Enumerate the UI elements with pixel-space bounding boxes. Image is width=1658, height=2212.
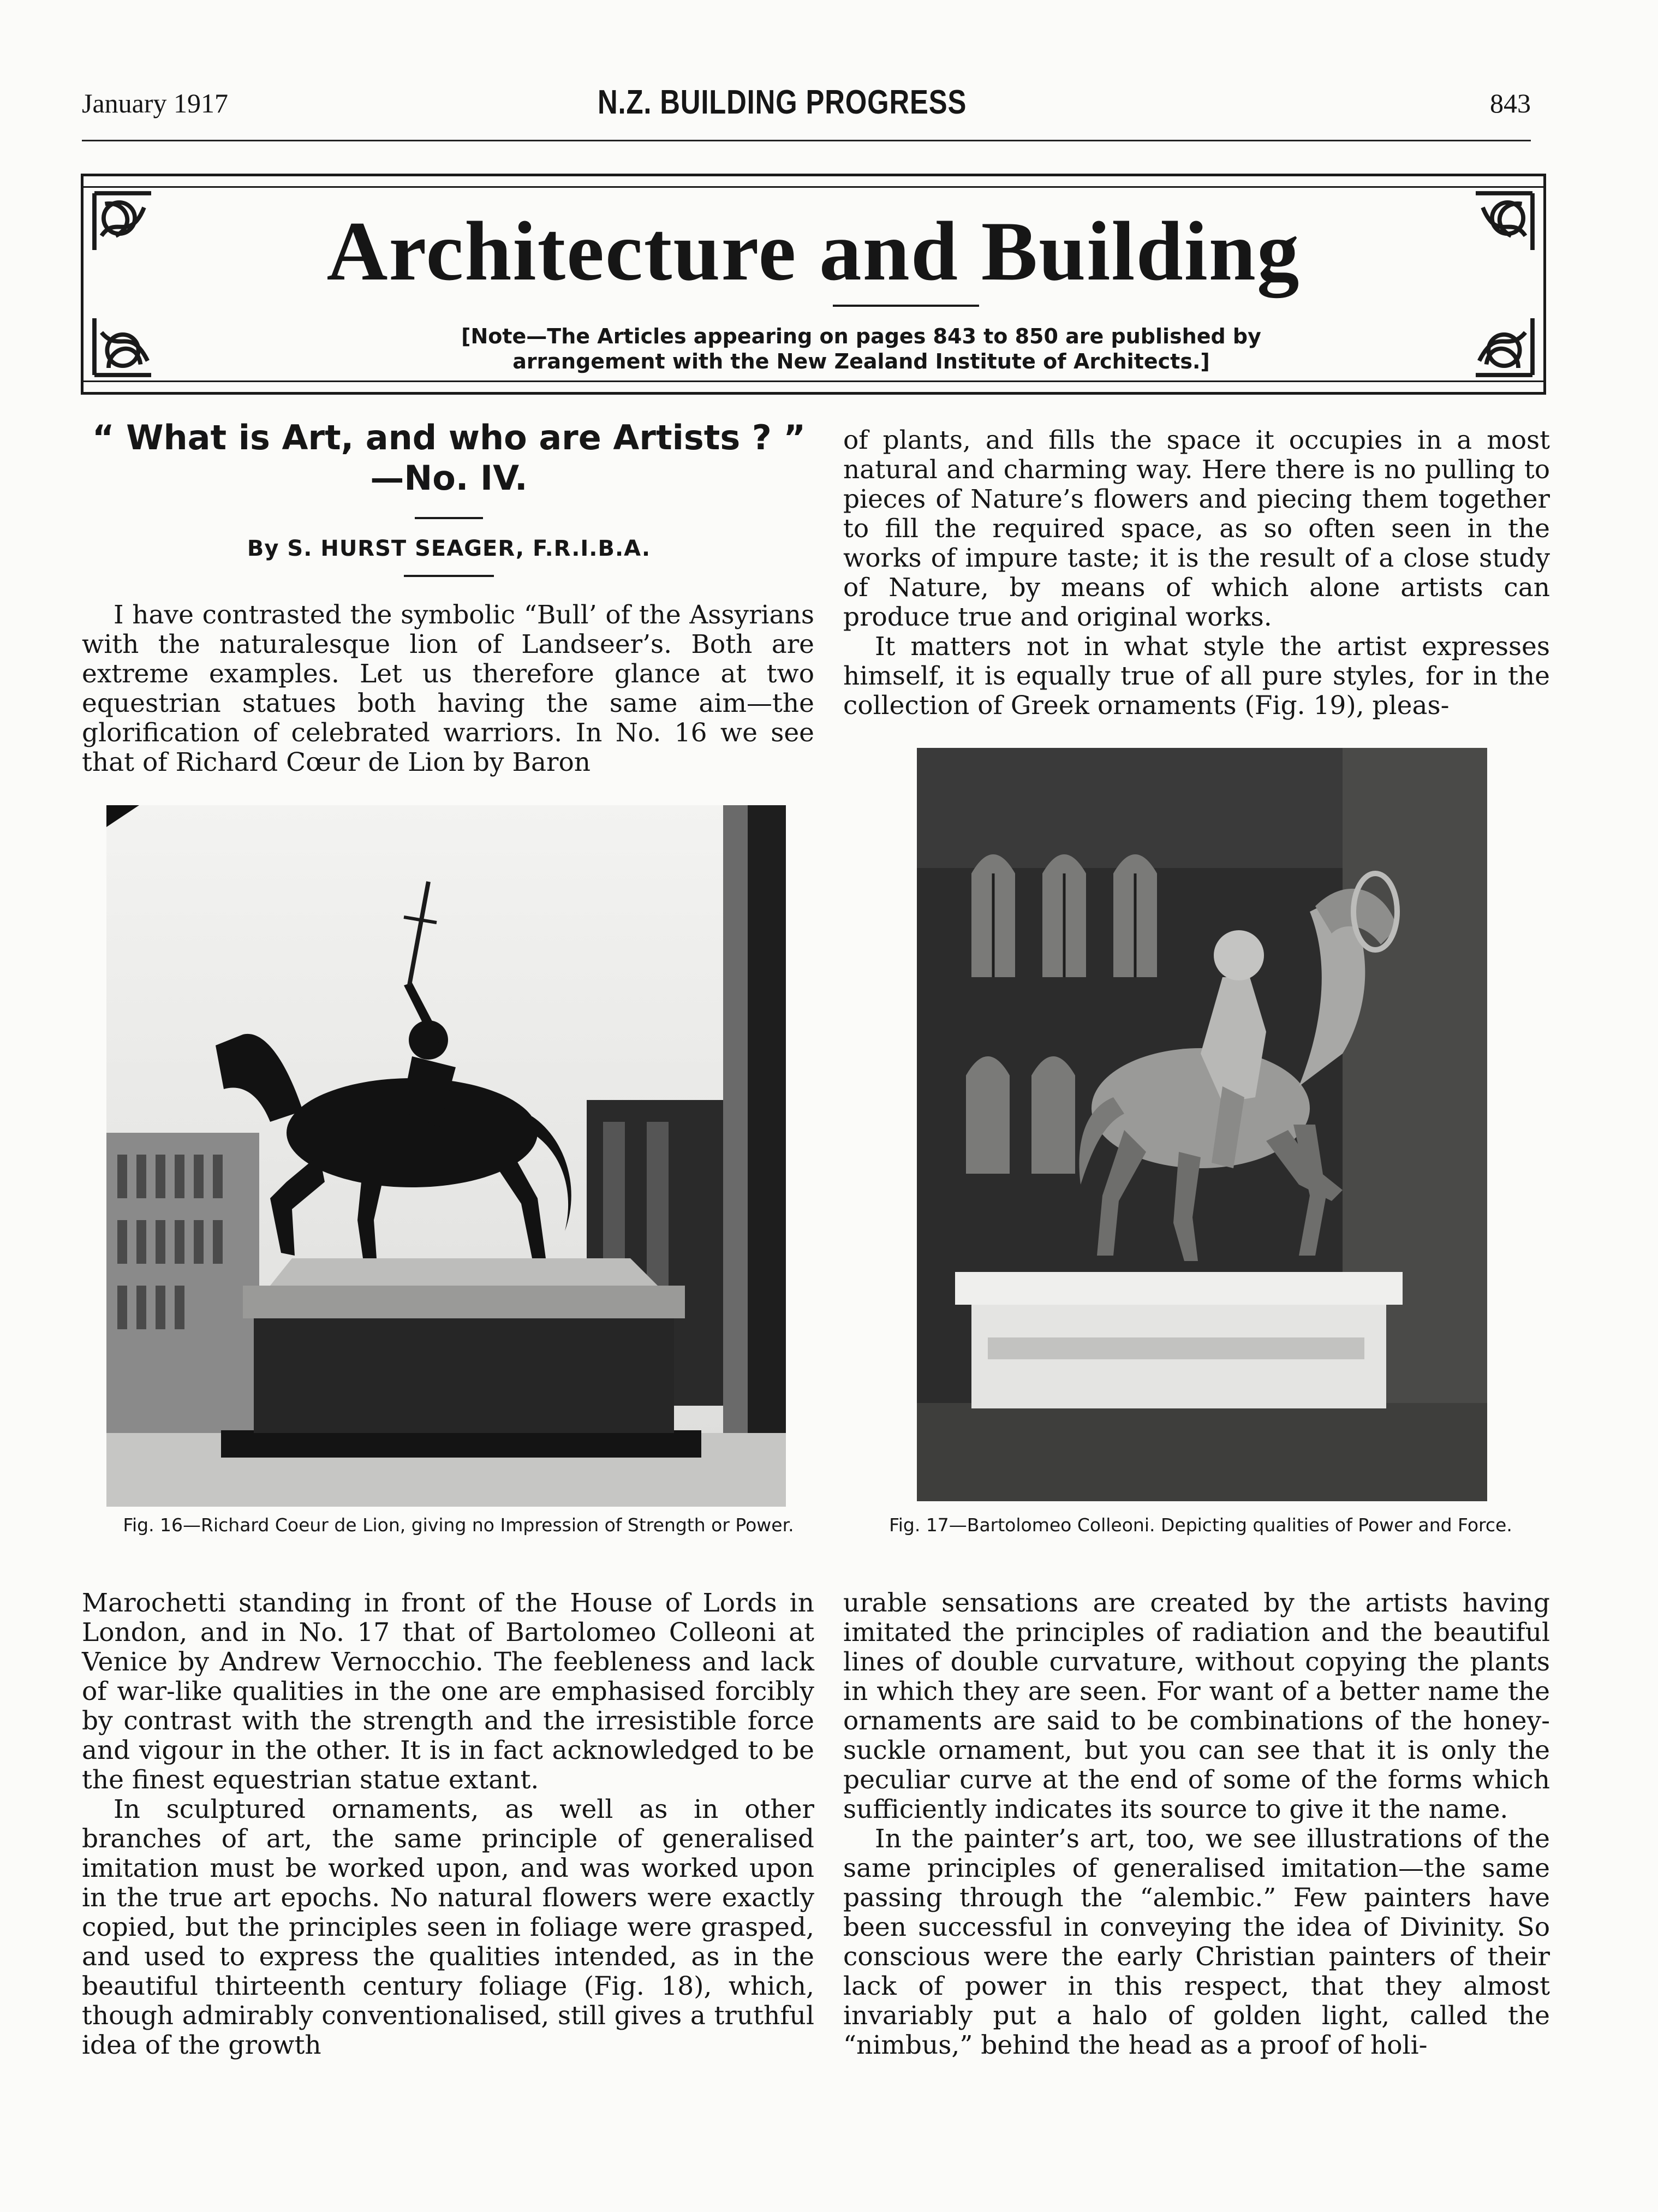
title-rule xyxy=(415,517,483,519)
running-head xyxy=(82,84,1531,142)
banner-left-border xyxy=(81,176,84,392)
paragraph: urable sensations are created by the artists having imitated the principles of radiation and the beautiful lines of double curvature, without copying the plants in which they are seen. For want of a better name the ornaments are said to be combinations of the honey-suckle ornament, but you can see that it is only the peculiar curve at the end of some of the forms which sufficiently indicates its source to give it the name. xyxy=(843,1588,1550,1824)
column2-top-text xyxy=(843,426,1550,721)
figure-17-caption: Fig. 17—Bartolomeo Colleoni. Depicting qualities of Power and Force. xyxy=(889,1514,1512,1536)
paragraph: In sculptured ornaments, as well as in other branches of art, the same principle of generalised imitation must be worked upon, and was worked upon in the true art epochs. No natural flowers were exactly copied, but the principles seen in foliage were grasped, and used to express the qualities intended, as in the beautiful thirteenth century foliage (Fig. 18), which, though admirably conventionalised, still gives a truthful idea of the growth xyxy=(82,1794,814,2060)
figure-16-caption: Fig. 16—Richard Coeur de Lion, giving no Impression of Strength or Power. xyxy=(123,1514,794,1536)
paragraph: It matters not in what style the artist expresses himself, it is equally true of all pure styles, for in the collection of Greek ornaments (Fig. 19), pleas- xyxy=(843,632,1550,721)
celtic-knot-ornament-icon xyxy=(87,186,158,257)
journal-title: N.Z. BUILDING PROGRESS xyxy=(598,84,967,121)
paragraph: In the painter’s art, too, we see illustrations of the same principles of generalised imitation—the same passing through the “alembic.” Few painters have been successful in conveying the idea of Divinity. So conscious were the early Christian painters of their lack of power in this respect, that they almost invariably put a halo of golden light, called the “nimbus,” behind the head as a proof of holi- xyxy=(843,1824,1550,2060)
banner-note: [Note—The Articles appearing on pages 843 to 850 are published by arrangement with the New Zealand Institute of Architects.] xyxy=(461,324,1261,374)
banner-right-border xyxy=(1543,176,1546,392)
paragraph: I have contrasted the symbolic “Bull’ of the Assyrians with the naturalesque lion of Landseer’s. Both are extreme examples. Let us therefore glance at two equestrian statues both having the same aim—the glorification of celebrated warriors. In No. 16 we see that of Richard Cœur de Lion by Baron xyxy=(82,600,814,777)
paragraph: Marochetti standing in front of the House of Lords in London, and in No. 17 that of Bartolomeo Colleoni at Venice by Andrew Vernocchio. The feebleness and lack of war-like qualities in the one are emphasised forcibly by contrast with the strength and the irresistible force and vigour in the other. It is in fact acknowledged to be the finest equestrian statue extant. xyxy=(82,1588,814,1795)
figure-16-photo xyxy=(106,805,786,1507)
article-title xyxy=(82,418,816,499)
banner-title: Architecture and Building xyxy=(326,204,1301,298)
column1-bottom-text xyxy=(82,1589,814,2060)
column2-bottom-text xyxy=(843,1589,1550,2060)
banner-inner-rule-bottom xyxy=(81,380,1546,382)
article-title-line1: “ What is Art, and who are Artists ? ” xyxy=(92,418,806,457)
article-title-line2: —No. IV. xyxy=(370,458,528,498)
byline: By S. HURST SEAGER, F.R.I.B.A. xyxy=(247,536,651,561)
page-number: 843 xyxy=(1490,88,1531,118)
column1-top-text xyxy=(82,600,814,777)
header-rule xyxy=(82,140,1531,141)
banner-title-rule xyxy=(833,305,979,307)
celtic-knot-ornament-icon xyxy=(1469,311,1540,382)
figure-17-photo xyxy=(917,748,1487,1501)
banner-inner-rule-top xyxy=(81,186,1546,188)
celtic-knot-ornament-icon xyxy=(1469,186,1540,257)
section-banner xyxy=(81,174,1546,395)
byline-rule xyxy=(404,575,494,577)
celtic-knot-ornament-icon xyxy=(87,311,158,382)
paragraph: of plants, and fills the space it occupies in a most natural and charming way. Here there is no pulling to pieces of Nature’s flowers and piecing them together to fill the required space, as so often seen in the works of impure taste; it is the result of a close study of Nature, by means of which alone artists can produce true and original works. xyxy=(843,425,1550,632)
issue-date: January 1917 xyxy=(82,88,228,118)
